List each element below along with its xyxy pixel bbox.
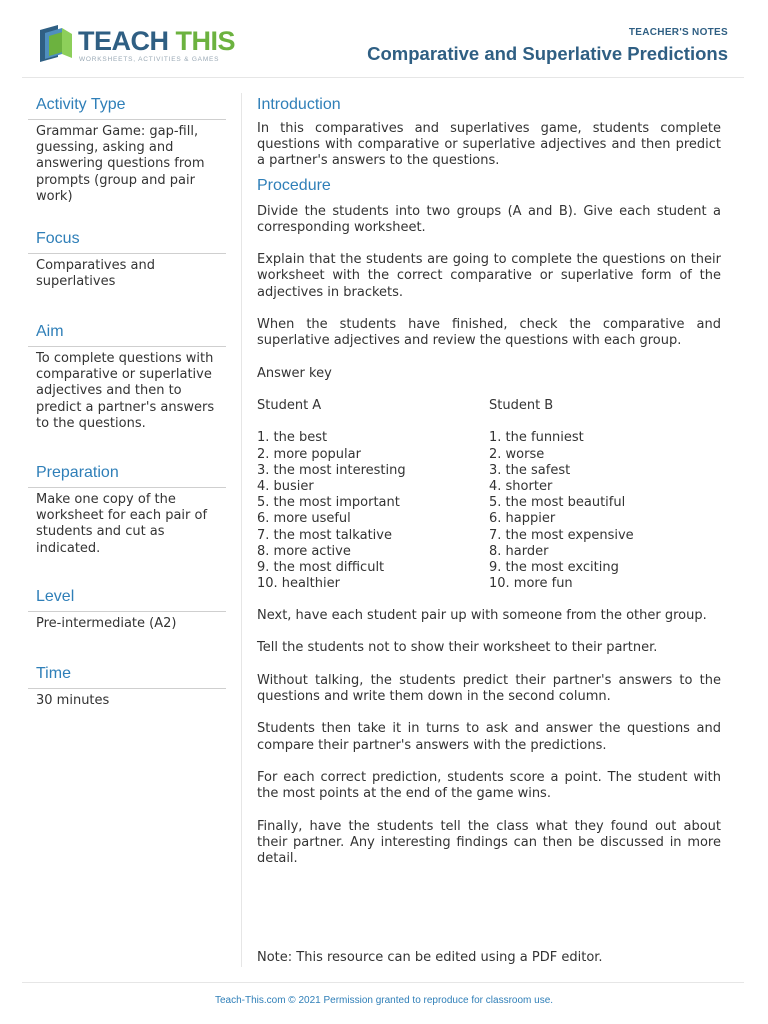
sidebar-heading: Focus	[28, 227, 226, 254]
procedure-paragraph: When the students have finished, check the comparative and superlative adjectives and review the questions with each group.	[257, 317, 721, 349]
answer-item: 2. worse	[489, 446, 545, 462]
sidebar-body: Make one copy of the worksheet for each pair of students and cut as indicated.	[36, 492, 208, 556]
answer-item: 9. the most difficult	[257, 560, 385, 575]
answer-item: 8. harder	[489, 543, 549, 559]
sidebar-preparation	[28, 461, 226, 585]
page-header	[0, 0, 768, 80]
answer-item: 9. the most exciting	[489, 560, 619, 575]
answer-item: 4. busier	[257, 478, 314, 494]
editing-note: Note: This resource can be edited using a PDF editor.	[257, 950, 603, 965]
procedure-paragraph: Finally, have the students tell the class what they found out about their partner. Any interesting findings can then be discussed in more detail.	[257, 818, 721, 866]
procedure-heading: Procedure	[257, 176, 331, 194]
sidebar-body: Pre-intermediate (A2)	[36, 616, 177, 631]
procedure-paragraph: Explain that the students are going to complete the questions on their worksheet with the correct comparative or superlative form of the adjectives in brackets.	[257, 252, 721, 300]
logo-tagline: WORKSHEETS, ACTIVITIES & GAMES	[79, 56, 220, 63]
introduction-text: In this comparatives and superlatives game, students complete questions with comparative or superlative adjectives and then predict a partner's answers to the questions.	[257, 121, 721, 169]
column-divider	[241, 93, 242, 967]
footer-divider	[22, 982, 744, 983]
sidebar-body: Grammar Game: gap-fill, guessing, asking and answering questions from prompts (group and pair work)	[36, 124, 205, 204]
sidebar-body: Comparatives and superlatives	[36, 258, 155, 290]
procedure-paragraph: Next, have each student pair up with someone from the other group.	[257, 607, 707, 623]
answer-item: 7. the most expensive	[489, 527, 634, 543]
logo-word-teach: TEACH	[78, 26, 169, 56]
answer-item: 3. the safest	[489, 462, 571, 478]
book-icon	[36, 24, 76, 64]
answer-item: 7. the most talkative	[257, 527, 392, 543]
answer-item: 10. more fun	[489, 576, 573, 592]
document-title: Comparative and Superlative Predictions	[367, 43, 728, 64]
info-sidebar	[28, 93, 226, 709]
sidebar-level	[28, 585, 226, 662]
sidebar-focus	[28, 227, 226, 320]
main-content	[257, 93, 721, 883]
procedure-paragraph: Without talking, the students predict their partner's answers to the questions and write them down in the second column.	[257, 672, 721, 704]
procedure-paragraph: For each correct prediction, students score a point. The student with the most points at the end of the game wins.	[257, 769, 721, 802]
answer-item: 8. more active	[257, 543, 351, 559]
answer-item: 1. the funniest	[489, 430, 584, 446]
answer-item: 6. more useful	[257, 511, 351, 527]
answer-item: 10. healthier	[257, 576, 340, 592]
student-b-column	[489, 398, 721, 592]
answer-key-table	[257, 398, 721, 592]
sidebar-heading: Level	[28, 585, 226, 612]
copyright-footer: Teach-This.com © 2021 Permission granted to reproduce for classroom use.	[214, 995, 554, 1006]
sidebar-heading: Preparation	[28, 461, 226, 488]
sidebar-heading: Activity Type	[28, 93, 226, 120]
procedure-paragraph: Students then take it in turns to ask and answer the questions and compare their partner's answers with the predictions.	[257, 721, 721, 753]
sidebar-time	[28, 662, 226, 709]
sidebar-activity-type	[28, 93, 226, 227]
answer-item: 5. the most beautiful	[489, 495, 626, 511]
sidebar-heading: Aim	[28, 320, 226, 347]
sidebar-aim	[28, 320, 226, 461]
logo-word-this: THIS	[175, 26, 236, 56]
sidebar-body: To complete questions with comparative or superlative adjectives and then to predict a partner's answers to the questions.	[36, 351, 215, 431]
student-a-label: Student A	[257, 397, 322, 413]
answer-item: 4. shorter	[489, 478, 553, 494]
answer-item: 3. the most interesting	[257, 462, 406, 478]
answer-item: 2. more popular	[257, 446, 361, 462]
header-divider	[22, 77, 744, 78]
introduction-heading: Introduction	[257, 96, 341, 113]
student-b-label: Student B	[489, 397, 554, 413]
answer-key-label: Answer key	[257, 365, 332, 381]
answer-item: 1. the best	[257, 430, 328, 446]
teachers-notes-label: TEACHER'S NOTES	[628, 27, 728, 38]
teach-this-logo	[36, 24, 236, 70]
logo-wordmark	[78, 26, 235, 56]
sidebar-heading: Time	[28, 662, 226, 689]
procedure-paragraph: Tell the students not to show their worksheet to their partner.	[257, 640, 658, 656]
student-a-column	[257, 398, 477, 592]
procedure-paragraph: Divide the students into two groups (A and B). Give each student a corresponding worksheet.	[257, 203, 721, 235]
answer-item: 5. the most important	[257, 495, 400, 511]
sidebar-body: 30 minutes	[36, 693, 110, 708]
answer-item: 6. happier	[489, 511, 556, 527]
